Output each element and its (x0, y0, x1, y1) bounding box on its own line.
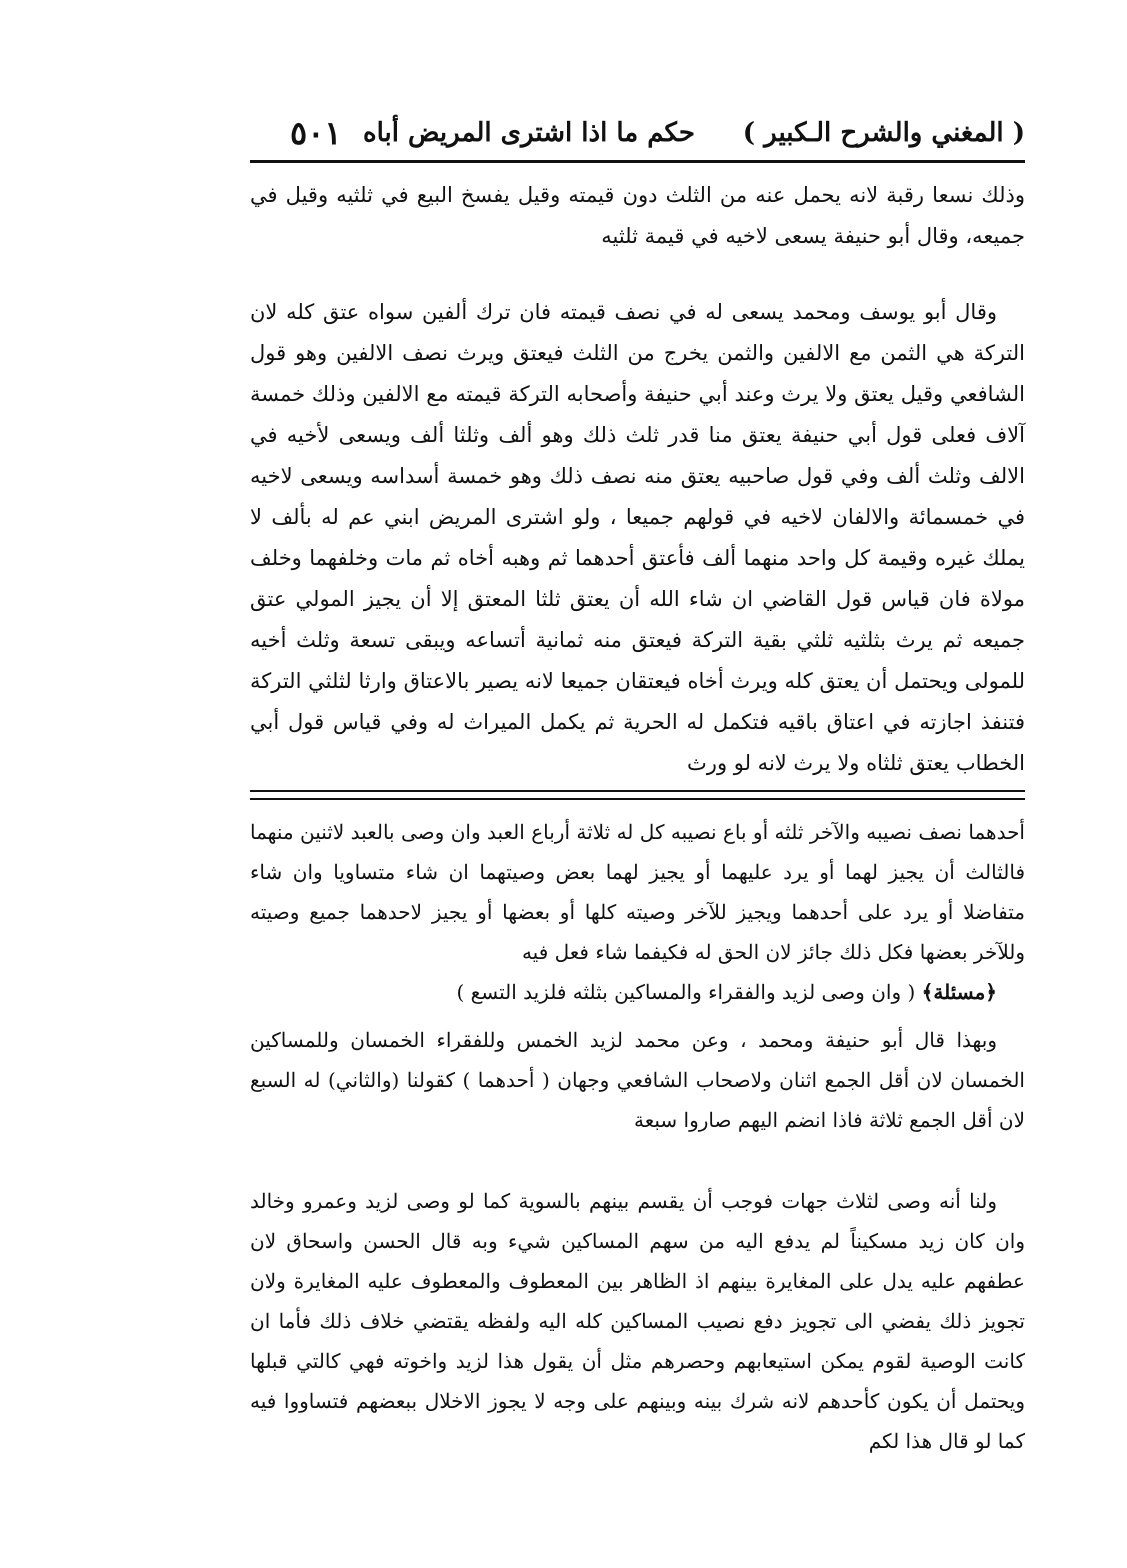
top-text-block (250, 175, 1025, 257)
footnote-heading-text: ( وان وصى لزيد والفقراء والمساكين بثلثه فلزيد التسع ) (456, 980, 916, 1004)
book-title: ( المغني والشرح الـكبير ) (742, 118, 1025, 148)
top-paragraph: وذلك نسعا رقبة لانه يحمل عنه من الثلث دون قيمته وقيل يفسخ البيع في ثلثيه وقيل في جميعه، وقال أبو حنيفة يسعى لاخيه في قيمة ثلثيه (250, 183, 1025, 248)
page-header (250, 110, 1025, 160)
main-text-block (250, 292, 1025, 784)
main-paragraph: وقال أبو يوسف ومحمد يسعى له في نصف قيمته فان ترك ألفين سواه عتق كله لان التركة هي الثمن مع الالفين والثمن يخرج من الثلث فيعتق ويرث نصف الالفين وهو قول الشافعي وقيل يعتق ولا يرث وعند أبي حنيفة وأصحابه التركة قيمته مع الالفين وذلك خمسة آلاف فعلى قول أبي حنيفة يعتق منا قدر ثلث ذلك وهو ألف وثلثا ألف ويسعى لأخيه في الالف وثلث ألف وفي قول صاحبيه يعتق منه نصف ذلك وهو خمسة أسداسه ويسعى لاخيه في خمسمائة والالفان لاخيه في قولهم جميعا ، ولو اشترى المريض ابني عم له بألف لا يملك غيره وقيمة كل واحد منهما ألف فأعتق أحدهما ثم وهبه أخاه ثم مات وخلفهما وخلف مولاة فان قياس قول القاضي ان شاء الله أن يعتق ثلثا المعتق إلا أن يجيز المولي عتق جميعه ثم يرث بثلثيه ثلثي بقية التركة فيعتق منه ثمانية أتساعه ويبقى تسعة وثلث أخيه للمولى ويحتمل أن يعتق كله ويرث أخاه فيعتقان جميعا لانه يصير بالاعتاق وارثا لثلثي التركة فتنفذ اجازته في اعتاق باقيه فتكمل له الحرية ثم يكمل الميراث له وفي قياس قول أبي الخطاب يعتق ثلثاه ولا يرث لانه لو ورث (250, 300, 1025, 775)
footnote-block-1 (250, 812, 1025, 1012)
footnote-block-2 (250, 1020, 1025, 1140)
section-divider (250, 790, 1025, 800)
footnote-heading-line (250, 972, 1025, 1012)
footnote-paragraph-1: أحدهما نصف نصيبه والآخر ثلثه أو باع نصيبه كل له ثلاثة أرباع العبد وان وصى بالعبد لاثنين منهما فالثالث أن يجيز لهما أو يرد عليهما أو يجيز لهما بعض وصيتهما ان شاء متساويا وان شاء متفاضلا أو يرد على أحدهما ويجيز للآخر وصيته كلها أو بعضها أو يجيز لاحدهما جميع وصيته وللآخر بعضها فكل ذلك جائز لان الحق له فكيفما شاء فعل فيه (250, 820, 1025, 964)
footnote-paragraph-3: ولنا أنه وصى لثلاث جهات فوجب أن يقسم بينهم بالسوية كما لو وصى لزيد وعمرو وخالد وان كان زيد مسكيناً لم يدفع اليه من سهم المساكين شيء وبه قال الحسن واسحاق لان عطفهم عليه يدل على المغايرة بينهم اذ الظاهر بين المعطوف والمعطوف عليه المغايرة ولان تجويز ذلك يفضي الى تجويز دفع نصيب المساكين كله اليه ولفظه يقتضي خلاف ذلك فأما ان كانت الوصية لقوم يمكن استيعابهم وحصرهم مثل أن يقول هذا لزيد واخوته فهي كالتي قبلها ويحتمل أن يكون كأحدهم لانه شرك بينه وبينهم على وجه لا يجوز الاخلال ببعضهم فتساووا فيه كما لو قال هذا لكم (250, 1189, 1025, 1453)
page-number: ٥٠١ (290, 114, 342, 152)
footnote-paragraph-2: وبهذا قال أبو حنيفة ومحمد ، وعن محمد لزيد الخمس وللفقراء الخمسان وللمساكين الخمسان لان أقل الجمع اثنان ولاصحاب الشافعي وجهان ( أحدهما ) كقولنا (والثاني) له السبع لان أقل الجمع ثلاثة فاذا انضم اليهم صاروا سبعة (250, 1028, 1025, 1132)
header-rule (250, 160, 1025, 163)
section-title: حكم ما اذا اشترى المريض أباه (362, 118, 695, 148)
footnote-heading: ﴿مسئلة﴾ (921, 980, 997, 1004)
footnote-block-3 (250, 1181, 1025, 1461)
